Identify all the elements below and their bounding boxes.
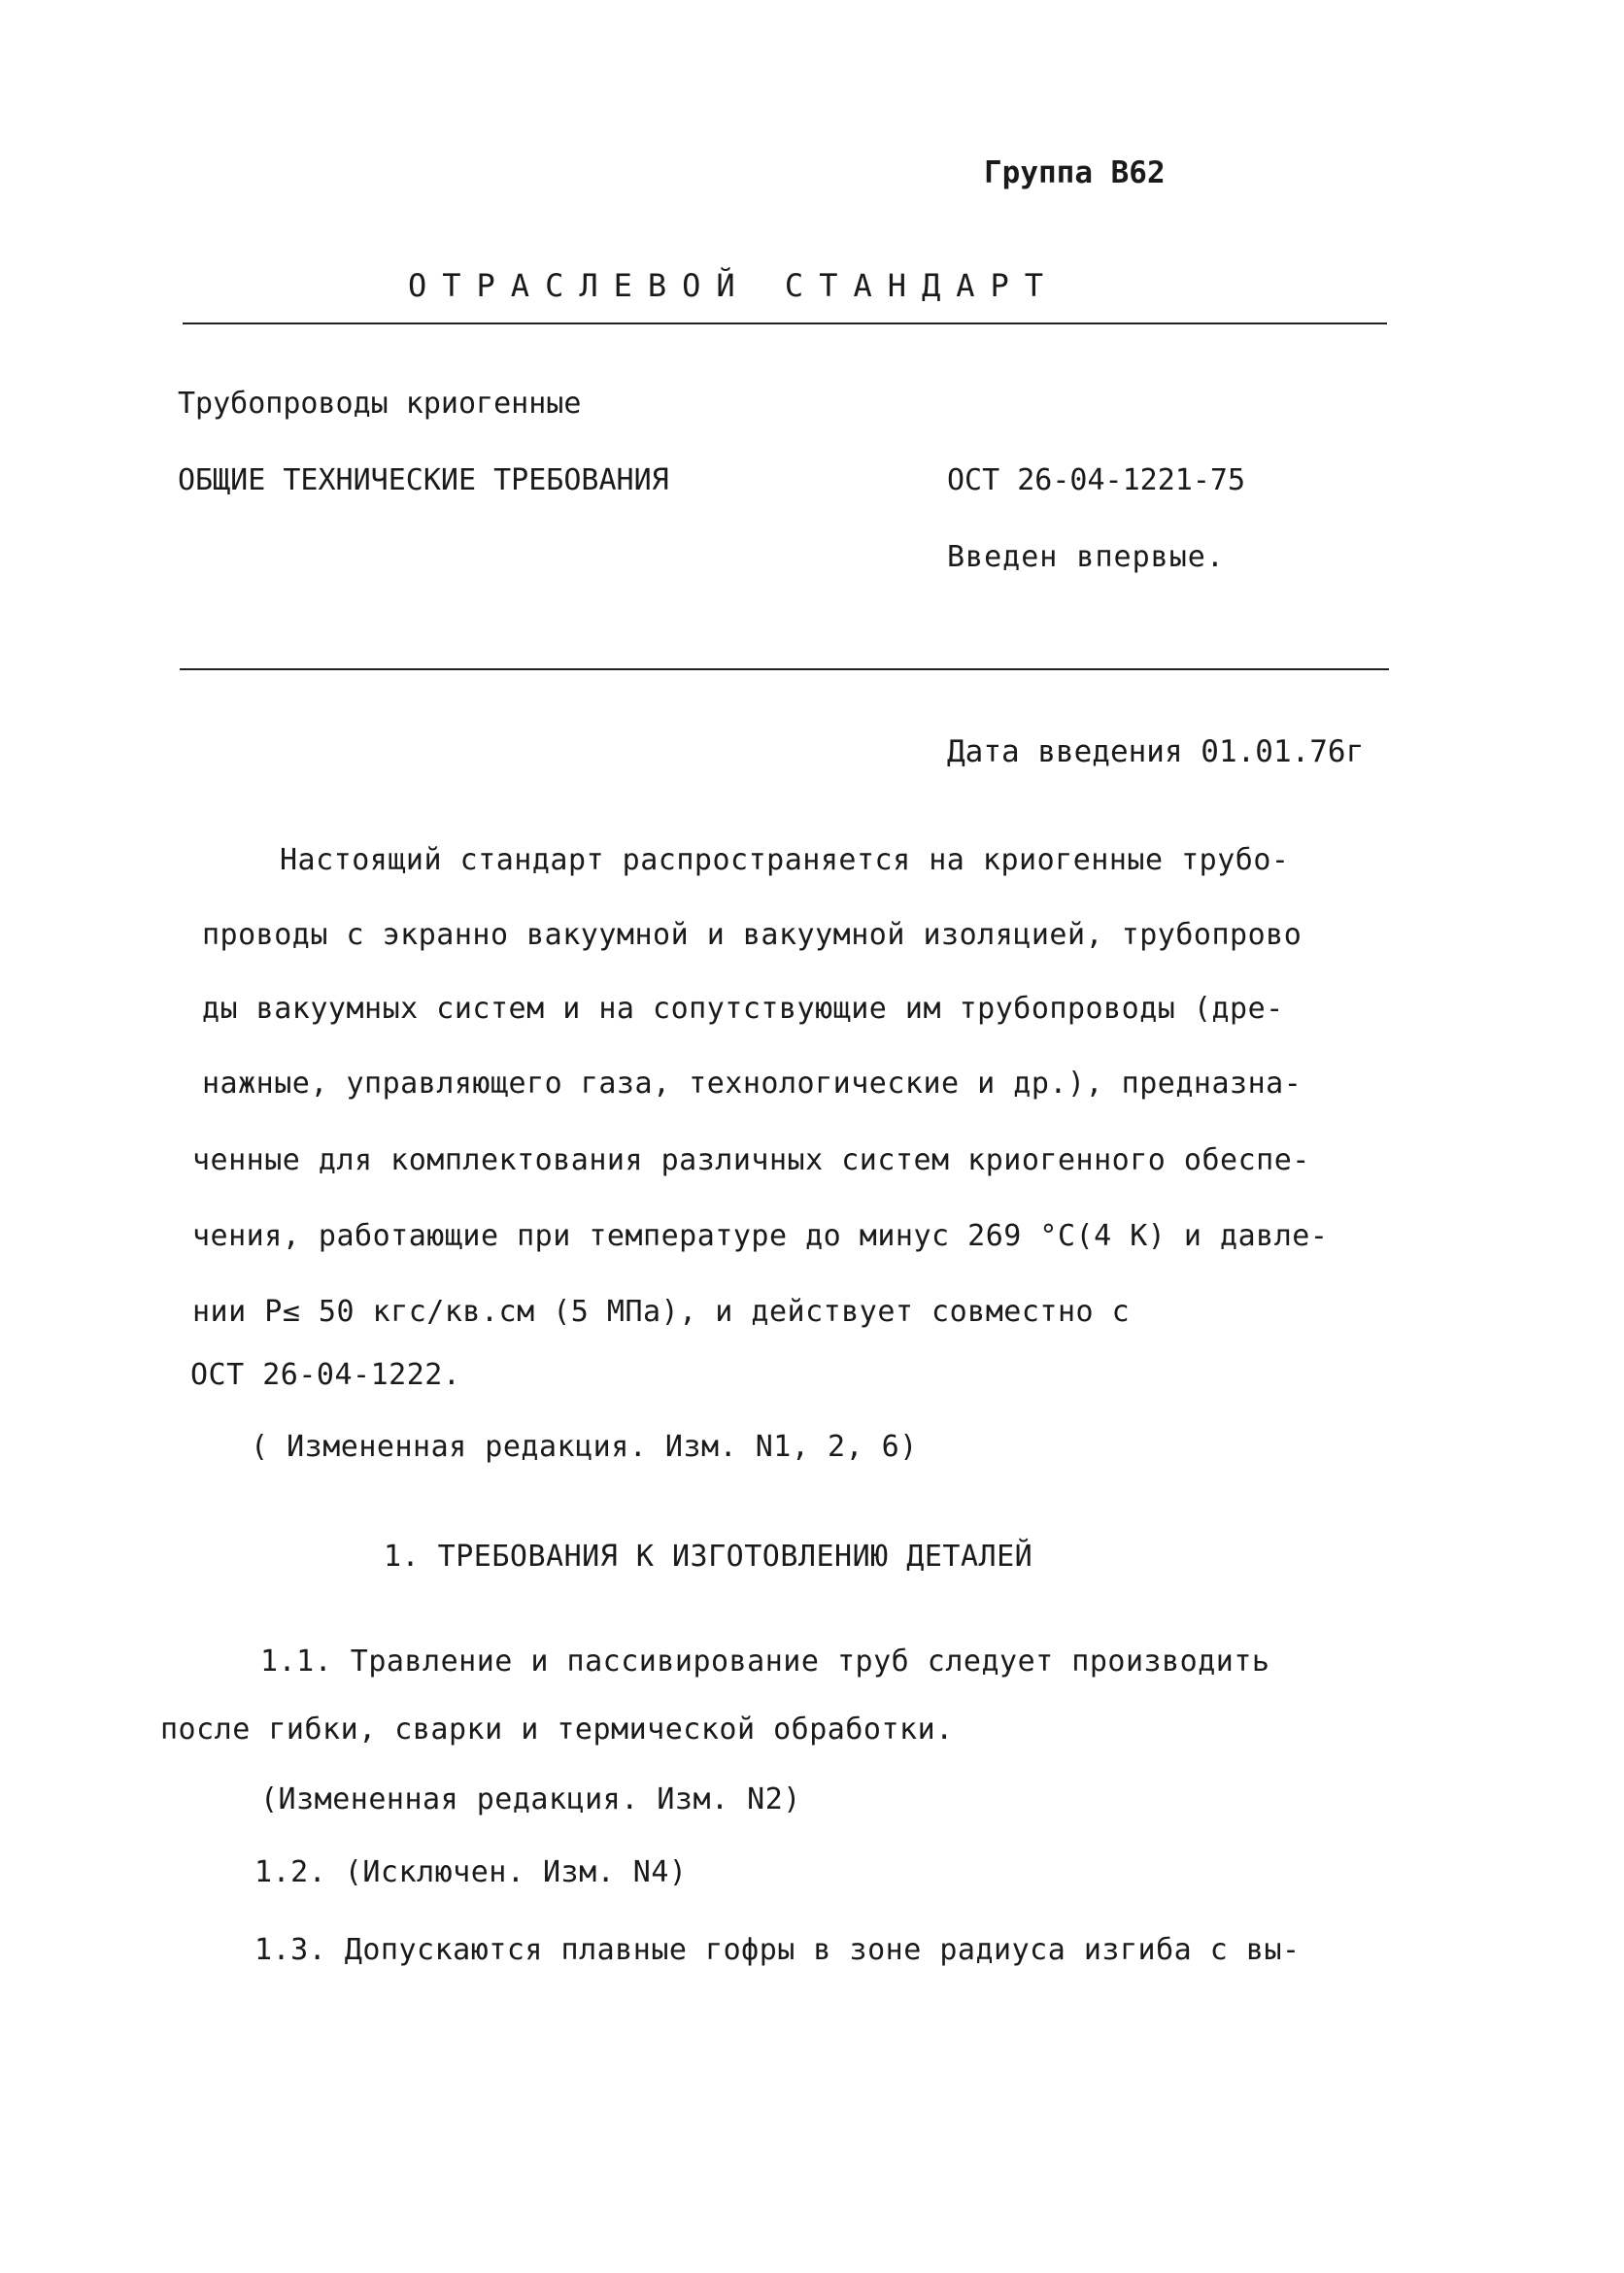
intro-line: Настоящий стандарт распространяется на криогенные трубо- [280,843,1290,877]
branch-standard-title: ОТРАСЛЕВОЙ СТАНДАРТ [408,267,1060,304]
item-1-3: 1.3. Допускаются плавные гофры в зоне радиуса изгиба с вы- [254,1933,1301,1967]
intro-line: ОСТ 26-04-1222. [190,1358,461,1392]
section-1-heading: 1. ТРЕБОВАНИЯ К ИЗГОТОВЛЕНИЮ ДЕТАЛЕЙ [384,1540,1033,1574]
standard-title: ОБЩИЕ ТЕХНИЧЕСКИЕ ТРЕБОВАНИЯ [178,463,669,497]
intro-amendment-note: ( Измененная редакция. Изм. N1, 2, 6) [251,1430,918,1464]
intro-line: нии Р≤ 50 кгс/кв.см (5 МПа), и действует совместно с [192,1295,1131,1329]
group-label: Группа В62 [984,155,1166,190]
top-divider [183,322,1387,324]
intro-line: чения, работающие при температуре до минус 269 °С(4 К) и давле- [192,1219,1329,1253]
item-1-1-line: 1.1. Травление и пассивирование труб следует производить [260,1645,1270,1679]
intro-line: ды вакуумных систем и на сопутствующие им трубопроводы (дре- [202,992,1284,1026]
effective-date: Дата введения 01.01.76г [947,734,1365,769]
standard-code: ОСТ 26-04-1221-75 [947,463,1246,497]
introduced-note: Введен впервые. [947,540,1225,574]
item-1-2: 1.2. (Исключен. Изм. N4) [254,1855,688,1889]
intro-line: ченные для комплектования различных систем криогенного обеспе- [192,1143,1310,1177]
intro-line: проводы с экранно вакуумной и вакуумной изоляцией, трубопрово [202,918,1303,952]
item-1-1-amendment-note: (Измененная редакция. Изм. N2) [260,1782,801,1816]
middle-divider [180,668,1389,670]
subject-line: Трубопроводы криогенные [178,387,582,421]
intro-line: нажные, управляющего газа, технологические и др.), предназна- [202,1067,1303,1101]
item-1-1-line: после гибки, сварки и термической обработки. [160,1713,954,1747]
